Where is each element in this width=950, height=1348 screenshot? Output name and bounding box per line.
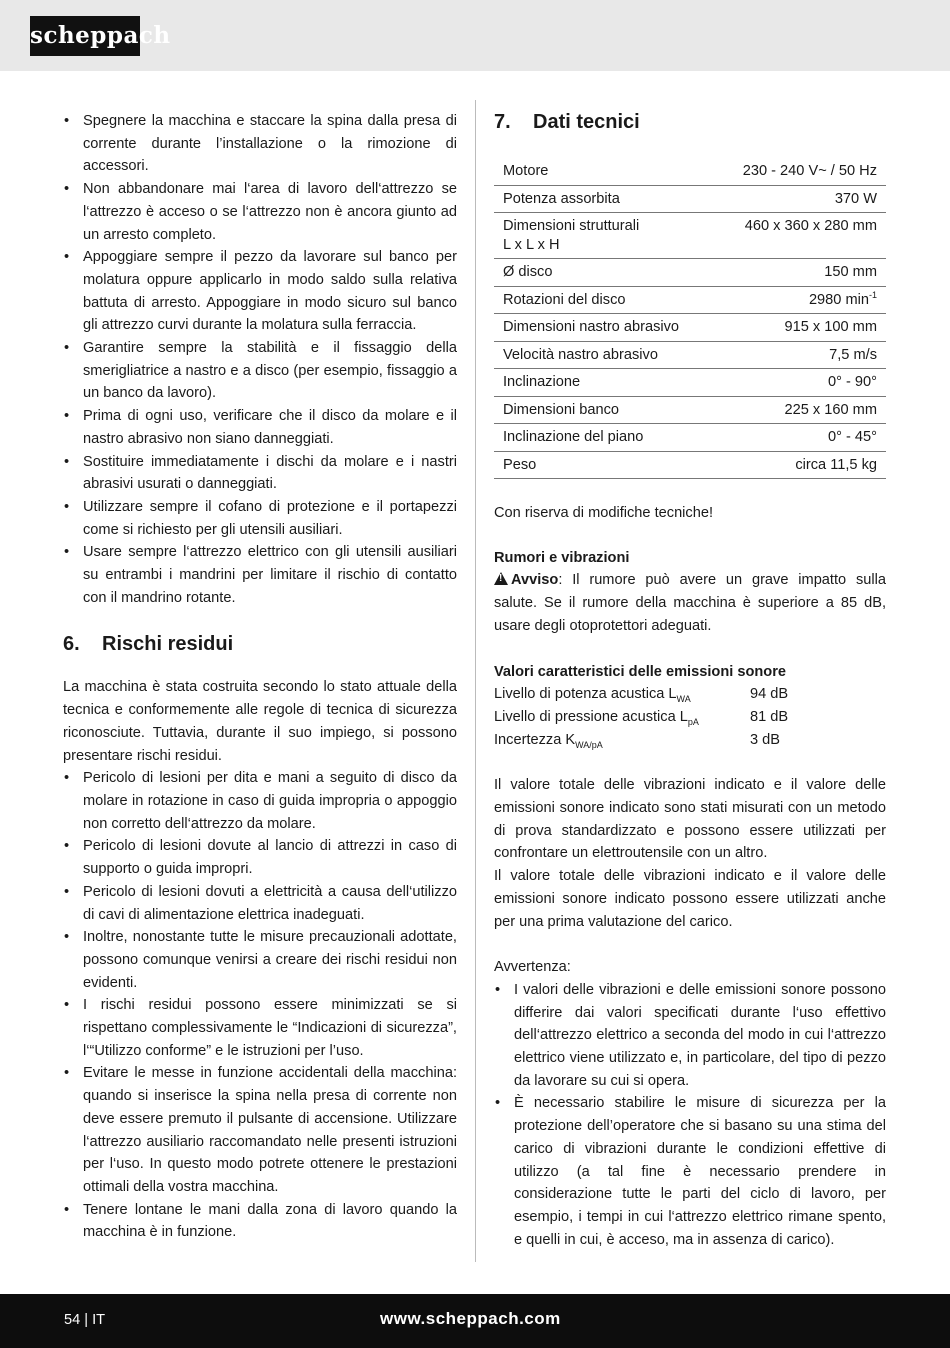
emission-value: 94 dB <box>750 686 789 703</box>
residual-risk-list <box>63 767 457 1244</box>
emission-table <box>494 683 788 751</box>
warning-text: : Il rumore può avere un grave impatto sulla salute. Se il rumore della macchina è superiore a 85 dB, usare degli otoprotettori adeguati. <box>494 572 886 634</box>
section-title: Rischi residui <box>102 633 234 656</box>
warning-triangle-icon <box>494 572 508 585</box>
emission-label-cell <box>494 729 750 752</box>
list-item: • Usare sempre l‘attrezzo elettrico con gli utensili ausiliari su entrambi i mandrini per limitare il rischio di contatto con il mandrino rotante. <box>63 541 457 609</box>
section-6-heading <box>63 632 457 656</box>
emission-label: Livello di pressione acustica L <box>494 708 688 725</box>
spec-value: 0° - 90° <box>714 369 886 397</box>
emission-subscript: pA <box>687 716 699 727</box>
spec-value-cell <box>714 286 886 314</box>
spec-label: Ø disco <box>494 259 714 287</box>
spec-value: 460 x 360 x 280 mm <box>714 213 886 259</box>
list-item: • Sostituire immediatamente i dischi da molare e i nastri abrasivi usurati o danneggiati. <box>63 451 457 496</box>
table-row <box>494 213 886 259</box>
table-row <box>494 396 886 424</box>
spec-label: Dimensioni nastro abrasivo <box>494 314 714 342</box>
list-item: • Appoggiare sempre il pezzo da lavorare sul banco per molatura oppure applicarlo in modo saldo sulla relativa battuta di arresto. Appoggiare in modo sicuro sul banco gli attrezzo curvi durante la molatura sulla ferraccia. <box>63 246 457 337</box>
list-item: • Pericolo di lesioni dovute al lancio di attrezzi in caso di supporto o guida impropri. <box>63 835 457 880</box>
emission-label: Livello di potenza acustica L <box>494 686 677 703</box>
spec-label-line2: L x L x H <box>503 236 560 253</box>
caution-heading: Avvertenza: <box>494 959 571 976</box>
page-number: 54 | IT <box>64 1312 106 1328</box>
emission-value: 3 dB <box>750 731 781 748</box>
emission-label: Incertezza K <box>494 731 576 748</box>
spec-value: 230 - 240 V~ / 50 Hz <box>714 158 886 185</box>
emission-heading: Valori caratteristici delle emissioni sonore <box>494 663 786 680</box>
vibration-paragraph: Il valore totale delle vibrazioni indicato e il valore delle emissioni sonore indicato sono stati misurati con un metodo di prova standardizzato e possono essere utilizzati per confrontare un elettroutensile con un altro. <box>494 777 886 862</box>
spec-value: 915 x 100 mm <box>714 314 886 342</box>
spec-value-exponent: -1 <box>868 289 877 300</box>
table-row <box>494 259 886 287</box>
emission-label-cell <box>494 683 750 706</box>
spec-value: 370 W <box>714 185 886 213</box>
table-row <box>494 341 886 369</box>
spec-label: Potenza assorbita <box>494 185 714 213</box>
list-item: • Non abbandonare mai l‘area di lavoro dell‘attrezzo se l‘attrezzo è acceso o se l‘attrezzo non è ancora giunto ad un arresto completo. <box>63 178 457 246</box>
list-item: • Tenere lontane le mani dalla zona di lavoro quando la macchina è in funzione. <box>63 1199 457 1244</box>
section-number: 7. <box>494 111 511 133</box>
emission-value: 81 dB <box>750 708 789 725</box>
table-row <box>494 314 886 342</box>
table-row <box>494 185 886 213</box>
section-7-heading <box>494 110 886 134</box>
table-row <box>494 451 886 479</box>
emission-subscript: WA/pA <box>575 739 603 750</box>
page-footer <box>0 1294 950 1348</box>
reserve-note: Con riserva di modifiche tecniche! <box>494 505 714 521</box>
spec-value: 2980 min <box>808 291 869 308</box>
spec-label: Inclinazione del piano <box>494 424 714 452</box>
column-divider <box>475 100 476 1262</box>
list-item: • I rischi residui possono essere minimizzati se si rispettano complessivamente le “Indicazioni di sicurezza”, l‘“Utilizzo conforme” e le istruzioni per l’uso. <box>63 994 457 1062</box>
noise-heading: Rumori e vibrazioni <box>494 549 630 566</box>
spec-value: 225 x 160 mm <box>714 396 886 424</box>
table-row <box>494 158 886 185</box>
spec-label: Dimensioni strutturali <box>503 218 640 234</box>
list-item: • I valori delle vibrazioni e delle emissioni sonore possono differire dai valori specificati durante l‘uso effettivo dell‘attrezzo elettrico a seconda del modo in cui l‘attrezzo elettrico viene utilizzato e, in particolare, del tipo di pezzo da lavorare su cui si opera. <box>494 979 886 1093</box>
table-row <box>494 286 886 314</box>
spec-value: 7,5 m/s <box>714 341 886 369</box>
list-item: • Evitare le messe in funzione accidentali della macchina: quando si inserisce la spina nella presa di corrente non deve essere premuto il pulsante di accensione. Utilizzare l‘attrezzo ausiliario raccomandato nelle presenti istruzioni per l‘uso. In questo modo potrete ottenere le prestazioni ottimali della vostra macchina. <box>63 1062 457 1198</box>
spec-value: circa 11,5 kg <box>714 451 886 479</box>
residual-risk-intro: La macchina è stata costruita secondo lo stato attuale della tecnica e conformemente alle regole di tecnica di sicurezza riconosciute. Tuttavia, durante il suo impiego, si possono presentare rischi residui. <box>63 679 457 764</box>
caution-list <box>494 979 886 1251</box>
list-item: • Utilizzare sempre il cofano di protezione e il portapezzi come si richiesto per gli utensili ausiliari. <box>63 496 457 541</box>
list-item: • È necessario stabilire le misure di sicurezza per la protezione dell’operatore che si basano su una stima del carico di vibrazioni durante le condizioni effettive di utilizzo (a tal fine è necessario prendere in considerazione tutte le parti del ciclo di lavoro, per esempio, i tempi in cui l‘attrezzo elettrico rimane spento, e quelli in cui, è acceso, ma in assenza di carico). <box>494 1092 886 1251</box>
list-item: • Garantire sempre la stabilità e il fissaggio della smerigliatrice a nastro e a disco (per esempio, fissaggio a un banco da lavoro). <box>63 337 457 405</box>
emission-label-cell <box>494 706 750 729</box>
website-link[interactable]: www.scheppach.com <box>380 1309 561 1328</box>
spec-label: Peso <box>494 451 714 479</box>
left-column <box>63 110 457 1244</box>
list-item: • Pericolo di lesioni dovuti a elettricità a causa dell‘utilizzo di cavi di alimentazione elettrica inadeguati. <box>63 881 457 926</box>
spec-label: Inclinazione <box>494 369 714 397</box>
technical-data-table <box>494 158 886 479</box>
spec-value: 0° - 45° <box>714 424 886 452</box>
spec-label-cell <box>494 213 714 259</box>
table-row <box>494 369 886 397</box>
spec-label: Velocità nastro abrasivo <box>494 341 714 369</box>
list-item: • Prima di ogni uso, verificare che il disco da molare e il nastro abrasivo non siano danneggiati. <box>63 405 457 450</box>
vibration-paragraph: Il valore totale delle vibrazioni indicato e il valore delle emissioni sonore indicato possono essere utilizzati anche per una prima valutazione del carico. <box>494 868 886 930</box>
spec-label: Motore <box>494 158 714 185</box>
noise-warning <box>494 569 886 637</box>
section-title: Dati tecnici <box>533 111 640 133</box>
table-row <box>494 424 886 452</box>
list-item: • Inoltre, nonostante tutte le misure precauzionali adottate, possono comunque venirsi a creare dei rischi residui non evidenti. <box>63 926 457 994</box>
list-item: • Spegnere la macchina e staccare la spina dalla presa di corrente durante l’installazione o la rimozione di accessori. <box>63 110 457 178</box>
spec-value: 150 mm <box>714 259 886 287</box>
warning-label: Avviso <box>511 572 559 589</box>
right-column <box>494 110 886 1251</box>
emission-subscript: WA <box>676 694 691 705</box>
spec-label: Dimensioni banco <box>494 396 714 424</box>
list-item: • Pericolo di lesioni per dita e mani a seguito di disco da molare in rotazione in caso di guida impropria o appoggio non corretto dell‘attrezzo da molare. <box>63 767 457 835</box>
table-row <box>494 729 788 752</box>
table-row <box>494 706 788 729</box>
brand-logo: scheppach <box>30 16 140 56</box>
page-header <box>0 0 950 71</box>
safety-bullet-list <box>63 110 457 609</box>
table-row <box>494 683 788 706</box>
section-number: 6. <box>63 633 80 656</box>
spec-label: Rotazioni del disco <box>494 286 714 314</box>
